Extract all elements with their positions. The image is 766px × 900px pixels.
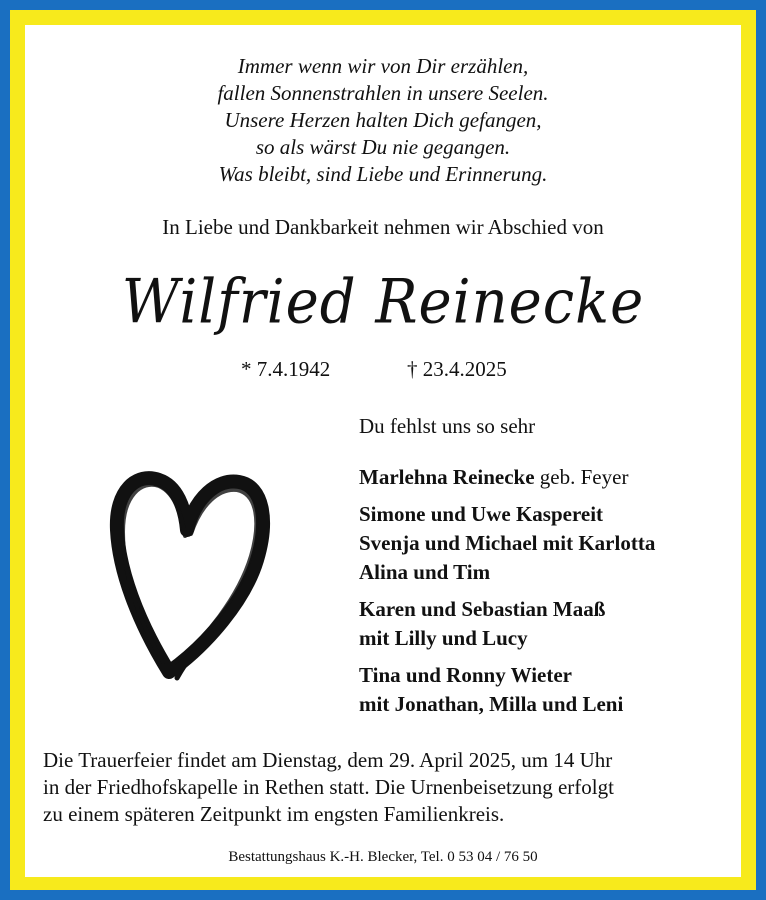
heart-icon bbox=[107, 450, 277, 690]
poem bbox=[25, 53, 741, 188]
family-group bbox=[359, 595, 739, 653]
missed-text: Du fehlst uns so sehr bbox=[359, 414, 536, 438]
notice-line: zu einem späteren Zeitpunkt im engsten Familienkreis. bbox=[43, 802, 505, 826]
obituary-notice bbox=[25, 25, 741, 877]
notice-line: in der Friedhofskapelle in Rethen statt. Die Urnenbeisetzung erfolgt bbox=[43, 775, 614, 799]
family-group bbox=[359, 463, 739, 492]
family-group bbox=[359, 661, 739, 719]
family-line: Karen und Sebastian Maaß bbox=[359, 597, 606, 621]
intro-text: In Liebe und Dankbarkeit nehmen wir Abschied von bbox=[162, 215, 604, 239]
family-line: Alina und Tim bbox=[359, 560, 491, 584]
poem-line: fallen Sonnenstrahlen in unsere Seelen. bbox=[217, 81, 549, 105]
poem-line: Immer wenn wir von Dir erzählen, bbox=[237, 54, 529, 78]
family-group bbox=[359, 500, 739, 587]
family-list bbox=[359, 463, 739, 727]
death-date: † 23.4.2025 bbox=[407, 357, 507, 381]
deceased-name: Wilfried Reinecke bbox=[121, 267, 645, 338]
family-line: Svenja und Michael mit Karlotta bbox=[359, 531, 656, 555]
funeral-home-info: Bestattungshaus K.-H. Blecker, Tel. 0 53 04 / 76 50 bbox=[228, 849, 538, 865]
poem-line: Unsere Herzen halten Dich gefangen, bbox=[224, 108, 542, 132]
maiden-name: geb. Feyer bbox=[534, 465, 629, 489]
notice-line: Die Trauerfeier findet am Dienstag, dem 29. April 2025, um 14 Uhr bbox=[43, 748, 613, 772]
poem-line: Was bleibt, sind Liebe und Erinnerung. bbox=[218, 162, 548, 186]
family-name: Marlehna Reinecke bbox=[359, 465, 535, 489]
family-line: Simone und Uwe Kaspereit bbox=[359, 502, 604, 526]
family-line: mit Jonathan, Milla und Leni bbox=[359, 692, 624, 716]
family-line bbox=[359, 463, 739, 492]
family-line: Tina und Ronny Wieter bbox=[359, 663, 572, 687]
poem-line: so als wärst Du nie gegangen. bbox=[255, 135, 511, 159]
funeral-notice bbox=[43, 747, 733, 828]
birth-date: * 7.4.1942 bbox=[241, 357, 331, 381]
family-line: mit Lilly und Lucy bbox=[359, 626, 528, 650]
